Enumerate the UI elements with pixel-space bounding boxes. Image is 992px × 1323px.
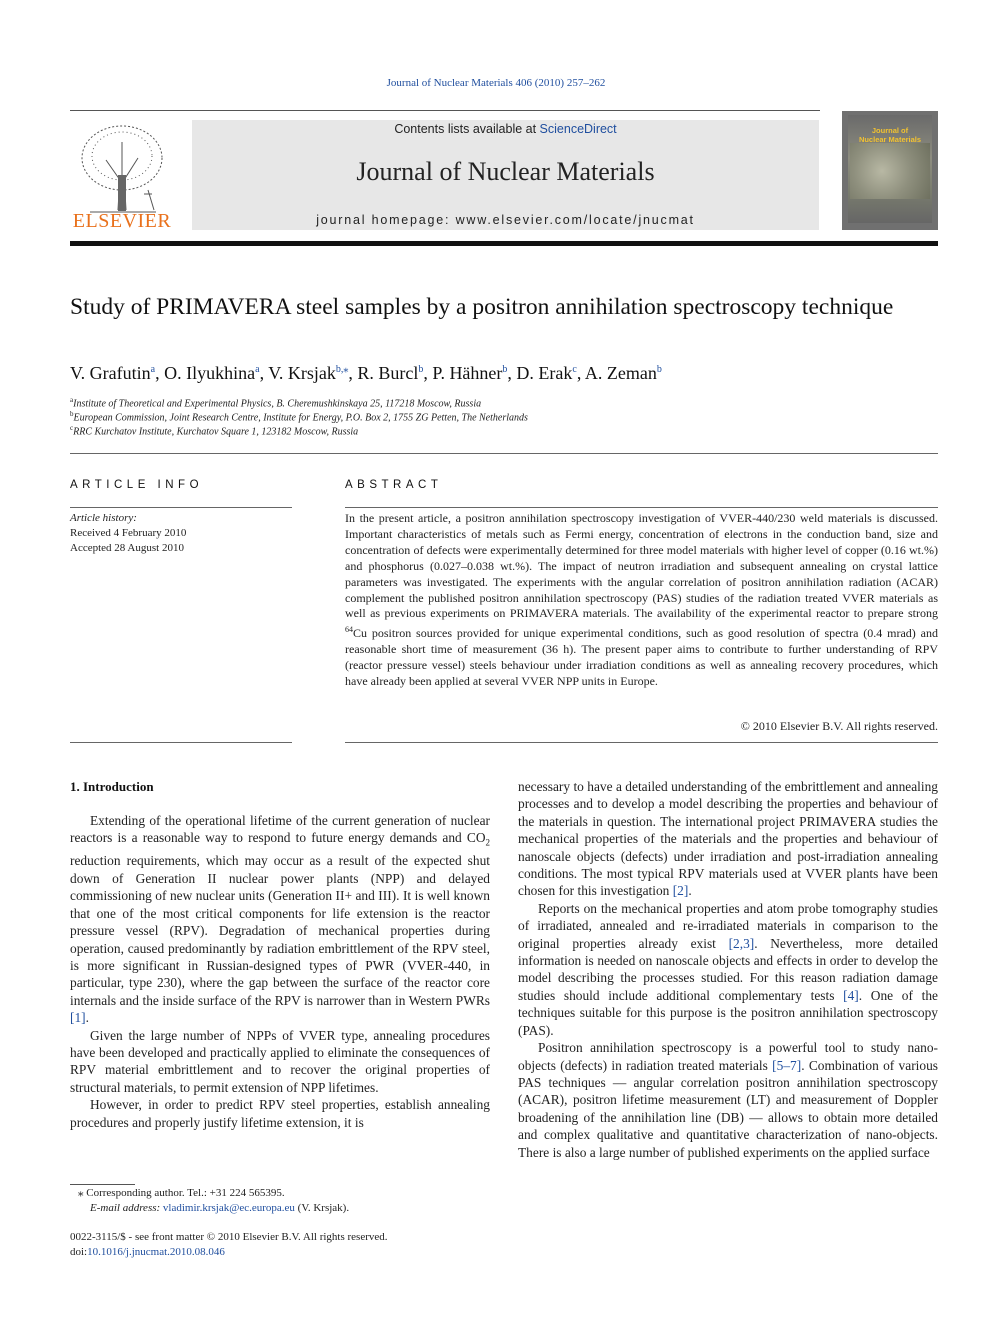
corresponding-author-footnote: ⁎ Corresponding author. Tel.: +31 224 565395. E-mail address: vladimir.krsjak@ec.europa.eu (V. Krsjak). [78, 1187, 350, 1214]
contents-line: Contents lists available at ScienceDirect [394, 122, 617, 136]
elsevier-logo [70, 120, 174, 232]
author-separator: , [259, 363, 269, 383]
author-separator: , [155, 363, 165, 383]
affiliation-b: $^b$European Commission, Joint Research Centre, Institute for Energy, P.O. Box 2, 1755 ZG Petten, The Netherlands [70, 410, 528, 424]
author-name: D. Erak [516, 363, 573, 383]
elsevier-wordmark: ELSEVIER [72, 210, 172, 232]
author-separator: , [423, 363, 433, 383]
article-history [70, 511, 186, 556]
journal-cover-thumbnail[interactable] [842, 111, 938, 230]
author-affiliation-mark[interactable]: c [572, 364, 577, 375]
paragraph: Extending of the operational lifetime of the current generation of nuclear reactors is a reasonable way to respond to future energy demands and $CO_2$ reduction requirements, which may occur as a result of the expected shut down of Generation II nuclear power plants (NPP) and delayed commissioning of new nuclear units (Generation II+ and III). It is well known that one of the most critical components for life extension is the reactor pressure vessel (RPV). Degradation of mechanical properties during operation, caused predominantly by radiation embrittlement of the RPV steel, is more significant in Russian-designed types of PWR (VVER-440, in particular, type 230), where the gap between the surface of the reactor core internals and the inside surface of the RPV is narrower than in Western PWRs [1]. [70, 813, 490, 1026]
journal-title: Journal of Nuclear Materials [356, 157, 655, 186]
journal-header-box [192, 120, 819, 230]
reference-link[interactable]: [5–7] [772, 1057, 802, 1073]
doi-line: doi:10.1016/j.jnucmat.2010.08.046 [70, 1245, 225, 1258]
author-separator: , [348, 363, 358, 383]
sciencedirect-link[interactable]: ScienceDirect [539, 122, 617, 136]
article-info-heading: ARTICLE INFO [70, 479, 204, 491]
paragraph: Positron annihilation spectroscopy is a powerful tool to study nano-objects (defects) in radiation treated materials [5–7]. Combination of various PAS techniques — angular correlation positron annihilation spectroscopy (ACAR), positron lifetime measurement (LT) and measurement of Doppler broadening of the annihilation line (DB) — allows to obtain more detailed and complex qualitative and quantitative characterization of nano-objects. There is also a large number of published experiments on the applied surface [518, 1040, 938, 1160]
author-affiliation-mark[interactable]: b [418, 364, 424, 375]
footnote-rule [70, 1184, 135, 1185]
author-separator: , [576, 363, 585, 383]
author-name: R. Burcl [357, 363, 419, 383]
section-rule [70, 453, 938, 454]
front-matter-info [70, 1230, 388, 1259]
accepted-date: Accepted 28 August 2010 [70, 542, 184, 554]
paragraph: Given the large number of NPPs of VVER type, annealing procedures have been developed and practically applied to eliminate the consequences of RPV material embrittlement and to recover the original properties of structural materials, to permit extension of NPP lifetimes. [70, 1027, 490, 1095]
author-affiliation-mark[interactable]: b [656, 364, 662, 375]
issn-line: 0022-3115/$ - see front matter © 2010 Elsevier B.V. All rights reserved. [70, 1231, 388, 1243]
header-top-rule [70, 110, 820, 111]
body-column-left [70, 812, 490, 1131]
copyright-line: © 2010 Elsevier B.V. All rights reserved. [740, 719, 938, 733]
journal-homepage[interactable]: journal homepage: www.elsevier.com/locate/jnucmat [316, 213, 695, 227]
paragraph: However, in order to predict RPV steel properties, establish annealing procedures and properly justify lifetime extension, it is [70, 1097, 490, 1130]
cover-title: Journal of Nuclear Materials [858, 126, 922, 144]
affiliation-c: $^c$RRC Kurchatov Institute, Kurchatov Square 1, 123182 Moscow, Russia [70, 424, 359, 438]
author-affiliation-mark[interactable]: a [150, 364, 156, 375]
author-list [70, 363, 662, 384]
reference-link[interactable]: [4] [843, 987, 859, 1003]
history-label: Article history: [70, 512, 137, 524]
received-date: Received 4 February 2010 [70, 527, 187, 539]
reference-link[interactable]: [2] [672, 883, 689, 899]
author-affiliation-mark[interactable]: a [255, 364, 260, 375]
abstract-heading: ABSTRACT [345, 479, 443, 491]
article-title: Study of PRIMAVERA steel samples by a positron annihilation spectroscopy technique [70, 294, 894, 320]
author-name: A. Zeman [584, 363, 657, 383]
affiliation-a: $^a$Institute of Theoretical and Experimental Physics, B. Cheremushkinskaya 25, 117218 Moscow, Russia [70, 396, 482, 410]
article-info-rule-top [70, 507, 292, 508]
doi-link[interactable]: 10.1016/j.jnucmat.2010.08.046 [87, 1245, 225, 1258]
reference-link[interactable]: [1] [70, 1010, 86, 1026]
author-name: V. Krsjak [268, 363, 336, 383]
author-affiliation-mark[interactable]: b [502, 364, 508, 375]
author-name: P. Hähner [432, 363, 503, 383]
reference-link[interactable]: [2,3] [728, 935, 755, 951]
section-heading-introduction: 1. Introduction [70, 779, 154, 794]
body-column-right [518, 778, 938, 1161]
abstract-text: In the present article, a positron annihilation spectroscopy investigation of VVER-440/230 weld materials is discussed. Important characteristics of metals such as Fermi energy, concentration of electrons in the conduction band, size and concentration of defects were experimentally determined for three model materials with higher level of copper (0.16 wt.%) and phosphorus (0.027–0.038 wt.%). The impact of neutron irradiation and subsequent annealing on crystal lattice parameters was investigated. The experiments with the angular correlation of positron annihilation radiation (ACAR) complement the published positron annihilation spectroscopy (PAS) studies of the radiation treated VVER materials as well as previous experiments on PRIMAVERA materials. The availability of the experimental reactor to prepare strong $^{64}$Cu positron sources provided for unique experimental conditions, such as good resolution of spectra (0.4 mrad) and reasonable short time of measurement (36 h). The present paper aims to contribute to further understanding of RPV (reactor pressure vessel) steels behaviour under irradiation conditions as well as annealing recovery procedures, which have already been applied at several VVER NPP units in Europe. [345, 511, 938, 689]
header-bottom-rule [70, 241, 938, 246]
article-info-rule-bottom [70, 742, 292, 743]
author-name: V. Grafutin [70, 363, 151, 383]
paragraph: necessary to have a detailed understanding of the embrittlement and annealing processes and to develop a model describing the properties and behaviour of the materials in question. The international project PRIMAVERA studies the mechanical properties of the materials and the properties and behaviour of nanoscale objects (defects) under irradiation and post-irradiation annealing conditions. The most typical RPV materials used at VVER plants have been chosen for this investigation [2]. [518, 779, 938, 899]
author-affiliation-mark[interactable]: b,⁎ [335, 364, 349, 375]
abstract-rule-top [345, 507, 938, 508]
paragraph: Reports on the mechanical properties and atom probe tomography studies of irradiated, annealed and re-irradiated materials in comparison to the original properties already exist [2,3]. Nevertheless, more detailed information is needed on nanoscale objects and effects in order to develop the model describing the processes studied. For this reason radiation damage studies should include additional complementary tests [4]. One of the techniques suitable for this purpose is the positron annihilation spectroscopy (PAS). [518, 900, 938, 1038]
journal-citation[interactable]: Journal of Nuclear Materials 406 (2010) 257–262 [386, 77, 606, 89]
abstract-rule-bottom [345, 742, 938, 743]
author-separator: , [507, 363, 517, 383]
email-link[interactable]: vladimir.krsjak@ec.europa.eu [162, 1202, 295, 1214]
cover-image [850, 143, 930, 199]
author-name: O. Ilyukhina [164, 363, 256, 383]
